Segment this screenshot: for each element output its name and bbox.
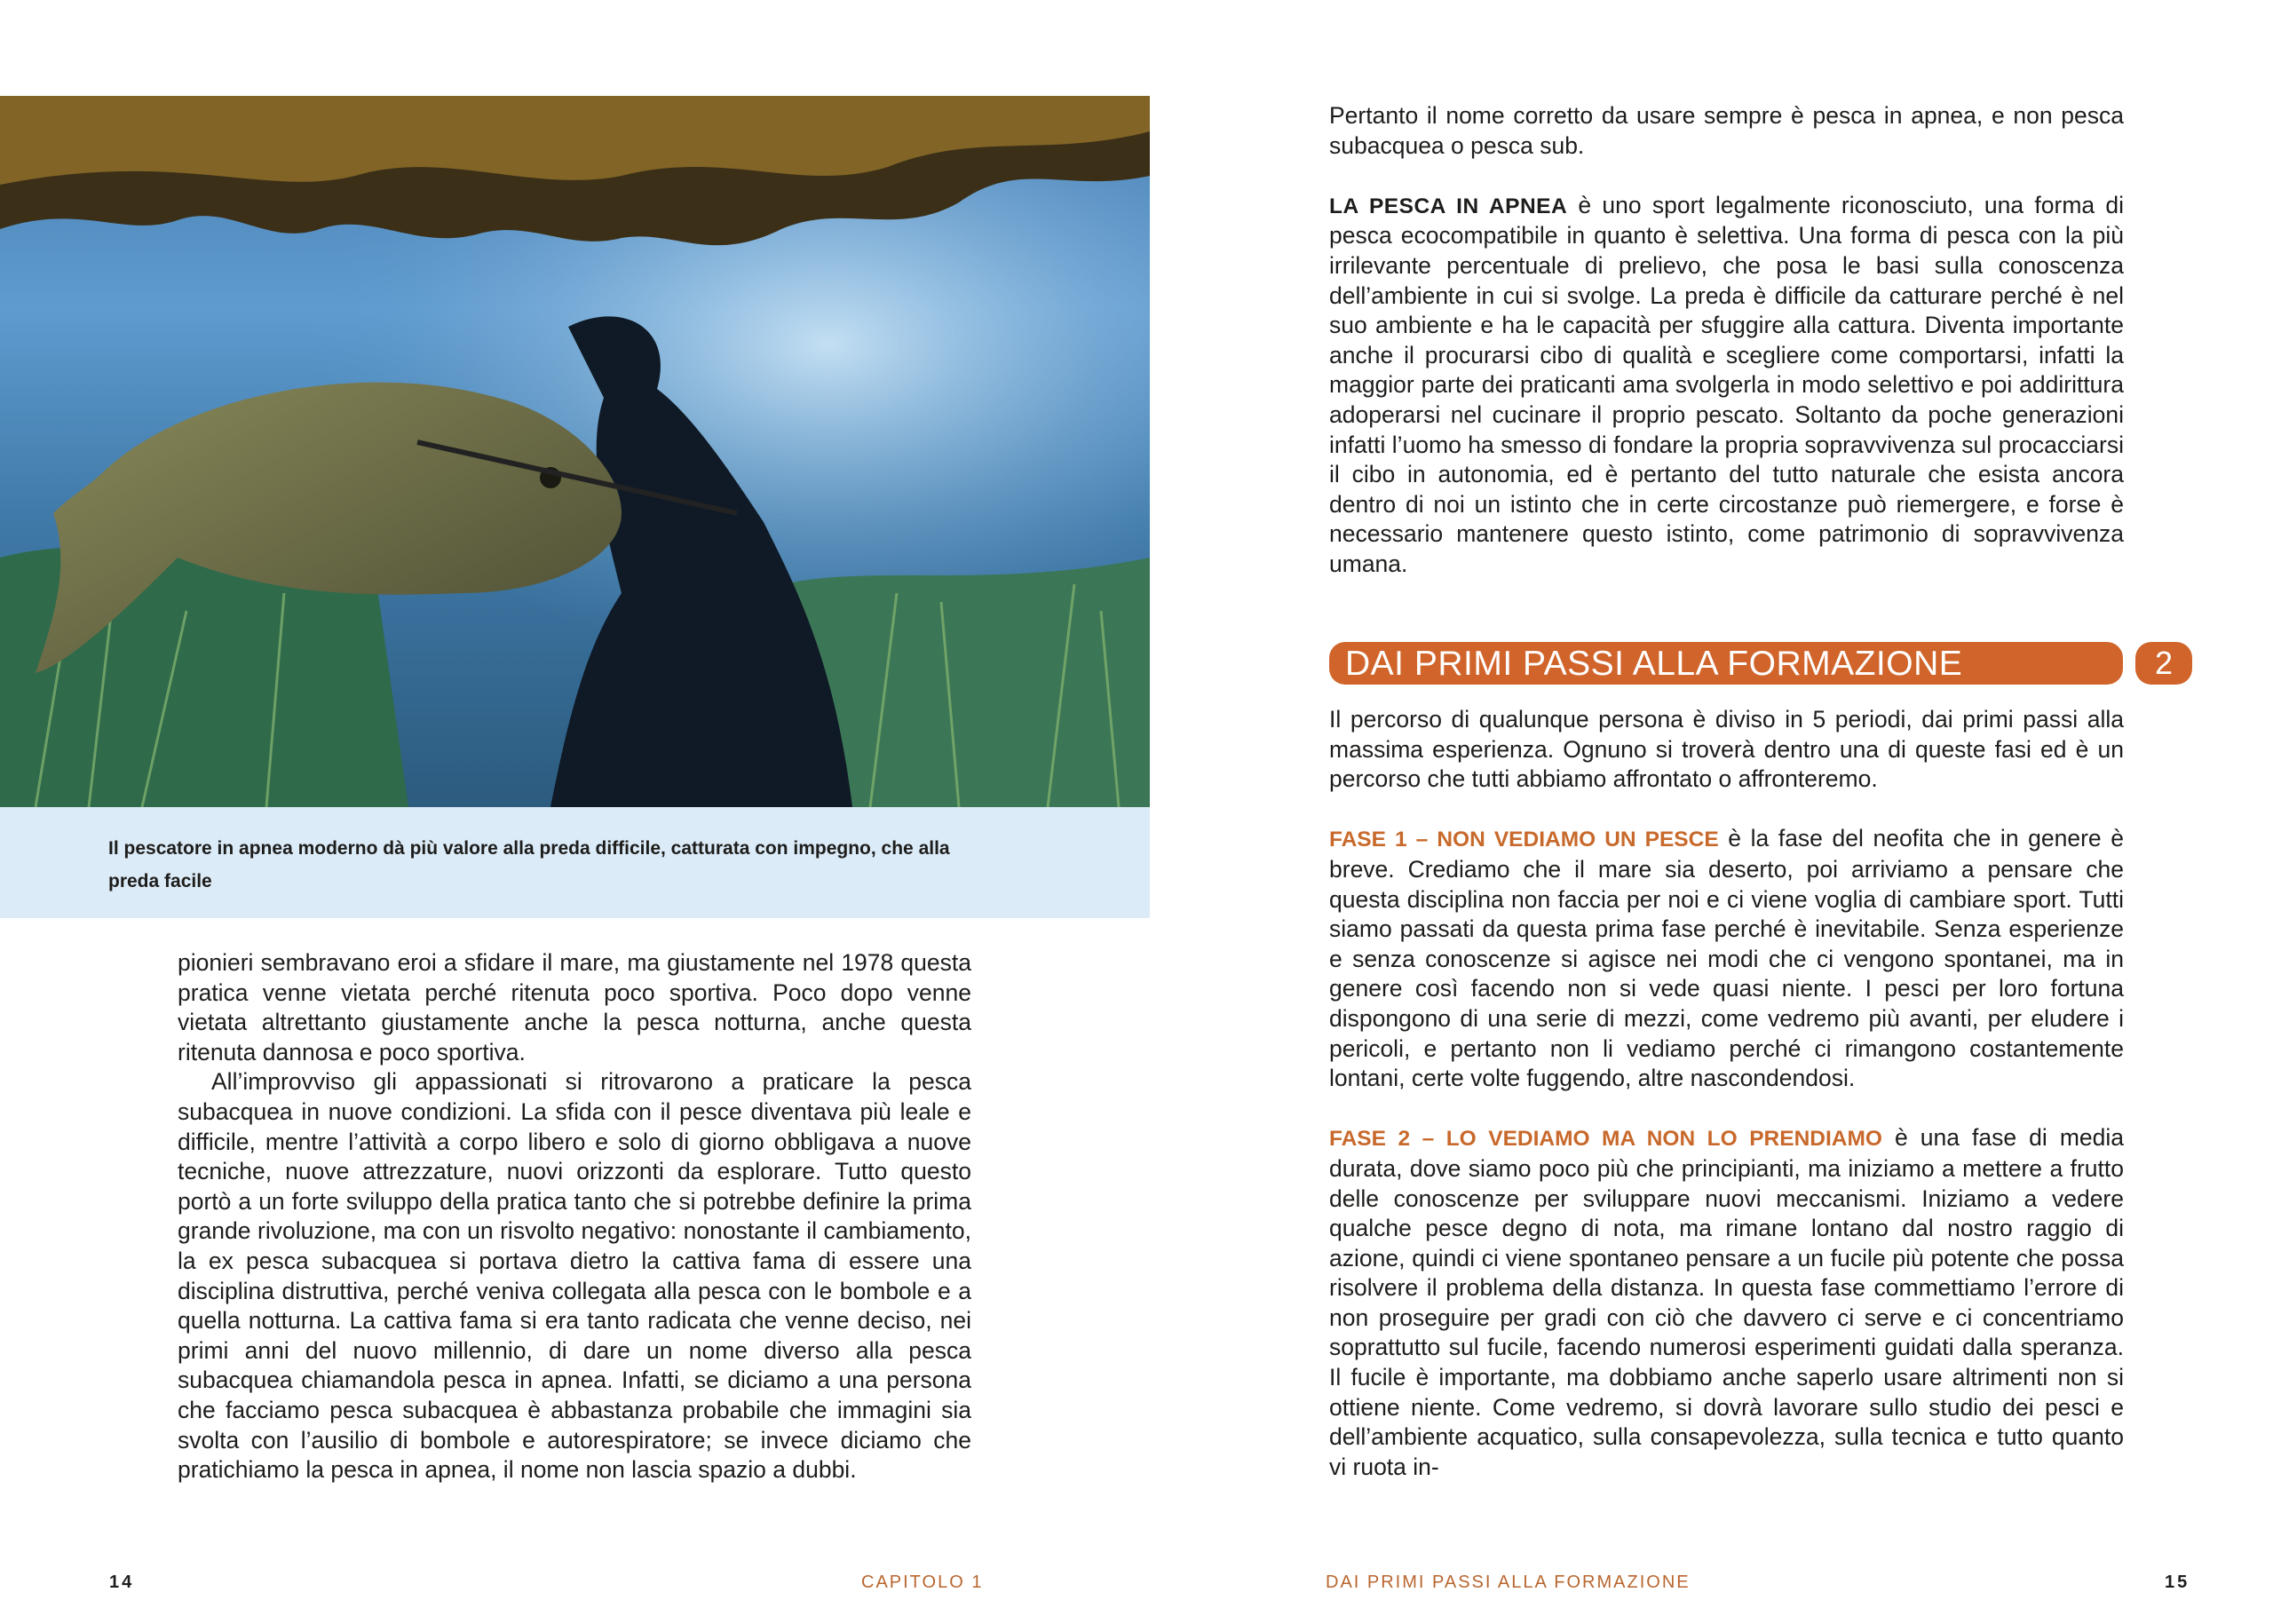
paragraph: All’improvviso gli appassionati si ritrovarono a praticare la pesca subacquea in nuove condizioni. La sfida con il pesce diventava più leale e difficile, mentre l’attività a corpo libero e solo di giorno obbligava a nuove tecniche, nuove attrezzature, nuovi orizzonti da esplorare. Tutto questo portò a un forte sviluppo della pratica tanto che si potrebbe definire la prima grande rivoluzione, ma con un risvolto negativo: nonostante il cambiamento, la ex pesca subacquea si portava dietro la cattiva fama di essere una disciplina distruttiva, perché veniva collegata alla pesca con le bombole e a quella notturna. La cattiva fama si era tanto radicata che venne deciso, nei primi anni del nuovo millennio, di dare un nome diverso alla pesca subacquea chiamandola pesca in apnea. Infatti, se diciamo a una persona che facciamo pesca subacquea è abbastanza probabile che immagini sia svolta con l’ausilio di bombole e autorespiratore; se invece diciamo che pratichiamo la pesca in apnea, il nome non lascia spazio a dubbi.	[178, 1068, 971, 1484]
phase-text: è la fase del neofita che in genere è breve. Crediamo che il mare sia deserto, poi arriviamo a pensare che questa disciplina non faccia per noi e ci viene voglia di cambiare sport. Tutti siamo passati da questa prima fase perché è inevitabile. Senza esperienze e senza conoscenze si agisce nei modi che ci vengono spontanei, ma in genere così facendo non si vede quasi niente. I pesci per loro fortuna dispongono di una serie di mezzi, come vedremo più avanti, per eludere i pericoli, e pertanto non li vediamo perché ci rimangono costantemente lontani, certe volte fuggendo, altre nascondendosi.	[1329, 825, 2124, 1092]
phase-label: FASE 1 – NON VEDIAMO UN PESCE	[1329, 828, 1719, 852]
section-title: DAI PRIMI PASSI ALLA FORMAZIONE	[1345, 645, 1963, 683]
phase-text: è una fase di media durata, dove siamo poco più che principianti, ma iniziamo a mettere a frutto delle conoscenze per sviluppare nuovi meccanismi. Iniziamo a vedere qualche pesce degno di nota, ma rimane lontano dal nostro raggio di azione, quindi ci viene spontaneo pensare a un fucile più potente che possa risolvere il problema della distanza. In questa fase commettiamo l’errore di non proseguire per gradi con ciò che davvero ci serve e ci concentriamo soprattutto sul fucile, facendo numerosi esperimenti guidati dalla speranza. Il fucile è importante, ma dobbiamo anche saperlo usare altrimenti non si ottiene niente. Come vedremo, si dovrà lavorare sullo studio dei pesci e dell’ambiente acquatico, sulla consapevolezza, sulla tecnica e tutto quanto vi ruota in-	[1329, 1124, 2124, 1480]
paragraph: pionieri sembravano eroi a sfidare il mare, ma giustamente nel 1978 questa pratica venne vietata perché ritenuta poco sportiva. Poco dopo venne vietata altrettanto giustamente anche la pesca notturna, anche questa ritenuta dannosa e poco sportiva.	[178, 949, 971, 1066]
running-head-right: DAI PRIMI PASSI ALLA FORMAZIONE	[1326, 1573, 1691, 1592]
photo-caption-box	[0, 807, 1150, 918]
section-number-badge: 2	[2135, 642, 2192, 685]
running-head-left: CAPITOLO 1	[861, 1573, 984, 1592]
intro-paragraph: Pertanto il nome corretto da usare sempre è pesca in apnea, e non pesca subacquea o pesca sub.	[1329, 102, 2124, 159]
phase-label: FASE 2 – LO VEDIAMO MA NON LO PRENDIAMO	[1329, 1127, 1882, 1152]
page-number-left: 14	[109, 1573, 135, 1592]
section-banner	[1329, 642, 2123, 685]
lead-paragraph	[1329, 191, 2124, 580]
lead-label: LA PESCA IN APNEA	[1329, 194, 1568, 218]
underwater-photo	[0, 96, 1150, 807]
phase-paragraph	[1329, 1123, 2124, 1482]
left-page-text	[178, 948, 971, 1485]
phase-paragraph	[1329, 824, 2124, 1093]
photo-illustration	[0, 96, 1150, 807]
page-number-right: 15	[2165, 1573, 2190, 1592]
right-page-text-top	[1329, 101, 2124, 580]
right-page-text-bottom	[1329, 705, 2124, 1482]
lead-text: è uno sport legalmente riconosciuto, una forma di pesca ecocompatibile in quanto è selettiva. Una forma di pesca con la più irrilevante percentuale di prelievo, che posa le basi sulla conoscenza dell’ambiente in cui si svolge. La preda è difficile da catturare perché è nel suo ambiente e ha le capacità per sfuggire alla cattura. Diventa importante anche il procurarsi cibo di qualità e scegliere come comportarsi, infatti la maggior parte dei praticanti ama svolgerla in modo selettivo e poi addirittura adoperarsi nel cucinare il proprio pescato. Soltanto da poche generazioni infatti l’uomo ha smesso di fondare la propria sopravvivenza sul procacciarsi il cibo in autonomia, ed è pertanto del tutto naturale che esista ancora dentro di noi un istinto che in certe circostanze può riemergere, e forse è necessario mantenere questo istinto, come patrimonio di sopravvivenza umana.	[1329, 191, 2125, 577]
section-intro: Il percorso di qualunque persona è diviso in 5 periodi, dai primi passi alla massima esperienza. Ognuno si troverà dentro una di queste fasi ed è un percorso che tutti abbiamo affrontato o affronteremo.	[1329, 706, 2124, 793]
photo-caption: Il pescatore in apnea moderno dà più valore alla preda difficile, catturata con impegno, che alla preda facile	[108, 838, 950, 891]
